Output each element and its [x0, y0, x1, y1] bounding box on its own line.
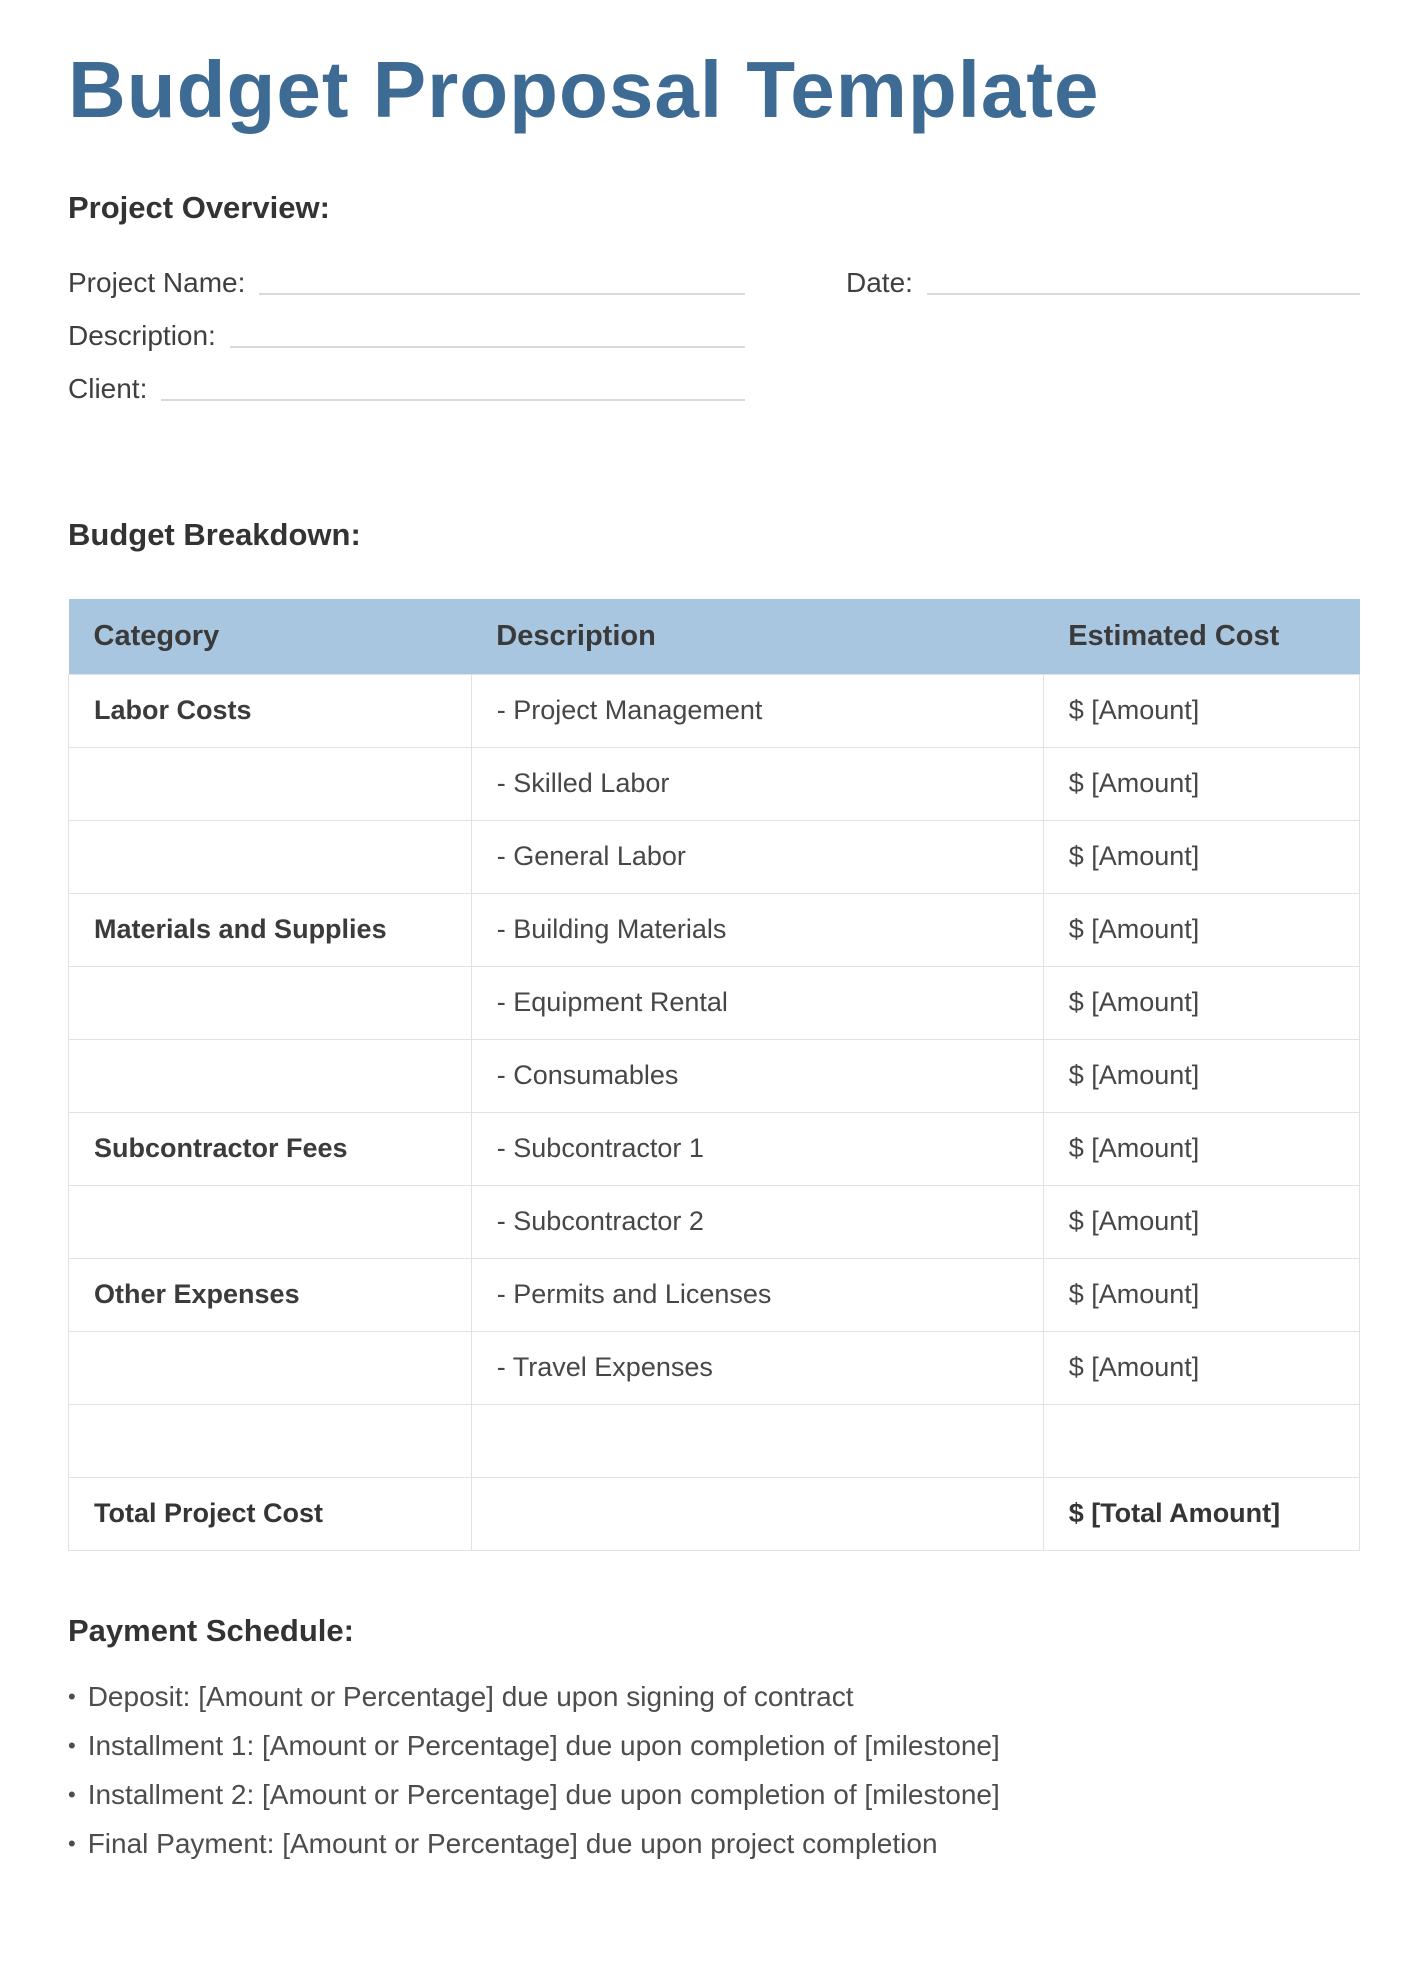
description-cell: - Travel Expenses — [471, 1331, 1043, 1404]
project-name-field-group — [68, 267, 745, 299]
category-cell — [69, 747, 472, 820]
category-cell — [69, 1404, 472, 1477]
estimated-cost-cell[interactable]: $ [Amount] — [1043, 674, 1359, 747]
estimated-cost-cell[interactable]: $ [Amount] — [1043, 1331, 1359, 1404]
description-cell: - Subcontractor 1 — [471, 1112, 1043, 1185]
category-cell — [69, 1185, 472, 1258]
payment-item-text: Deposit: [Amount or Percentage] due upon signing of contract — [87, 1681, 854, 1712]
description-cell: - Building Materials — [471, 893, 1043, 966]
description-cell — [471, 1404, 1043, 1477]
description-cell: - General Labor — [471, 820, 1043, 893]
estimated-cost-cell[interactable]: $ [Amount] — [1043, 820, 1359, 893]
estimated-cost-cell[interactable]: $ [Amount] — [1043, 1112, 1359, 1185]
bullet-icon: • — [68, 1831, 76, 1856]
category-cell: Labor Costs — [69, 674, 472, 747]
table-row — [69, 674, 1360, 747]
total-label-cell: Total Project Cost — [69, 1477, 472, 1550]
payment-schedule-item — [68, 1722, 1360, 1771]
document-title: Budget Proposal Template — [68, 45, 1100, 134]
table-row — [69, 1185, 1360, 1258]
client-field-group — [68, 373, 745, 405]
project-name-label: Project Name: — [68, 266, 246, 298]
project-name-input-line[interactable] — [259, 293, 745, 295]
client-row — [68, 352, 1360, 405]
payment-schedule-heading: Payment Schedule: — [68, 1612, 354, 1648]
payment-schedule-list — [68, 1673, 1360, 1869]
total-description-cell — [471, 1477, 1043, 1550]
bullet-icon: • — [68, 1782, 76, 1807]
estimated-cost-cell[interactable]: $ [Amount] — [1043, 966, 1359, 1039]
bullet-icon: • — [68, 1733, 76, 1758]
description-label: Description: — [68, 319, 216, 351]
description-input-line[interactable] — [230, 346, 745, 348]
category-cell — [69, 966, 472, 1039]
payment-schedule-item — [68, 1673, 1360, 1722]
description-row — [68, 299, 1360, 352]
description-cell: - Skilled Labor — [471, 747, 1043, 820]
estimated-cost-cell[interactable]: $ [Amount] — [1043, 1258, 1359, 1331]
category-cell: Subcontractor Fees — [69, 1112, 472, 1185]
category-cell — [69, 1331, 472, 1404]
category-cell — [69, 1039, 472, 1112]
description-cell: - Equipment Rental — [471, 966, 1043, 1039]
table-row — [69, 1331, 1360, 1404]
date-label: Date: — [846, 266, 913, 298]
date-field-group — [846, 267, 1360, 299]
table-row — [69, 747, 1360, 820]
payment-schedule-item — [68, 1771, 1360, 1820]
table-row — [69, 893, 1360, 966]
category-cell — [69, 820, 472, 893]
table-row — [69, 1404, 1360, 1477]
table-row — [69, 820, 1360, 893]
column-header-description: Description — [471, 599, 1043, 674]
estimated-cost-cell[interactable]: $ [Amount] — [1043, 747, 1359, 820]
budget-breakdown-heading: Budget Breakdown: — [68, 517, 361, 552]
table-header-row — [69, 599, 1360, 674]
payment-item-text: Final Payment: [Amount or Percentage] due upon project completion — [87, 1828, 938, 1859]
estimated-cost-cell[interactable]: $ [Amount] — [1043, 1039, 1359, 1112]
table-row — [69, 1258, 1360, 1331]
table-row — [69, 1039, 1360, 1112]
estimated-cost-cell — [1043, 1404, 1359, 1477]
description-cell: - Permits and Licenses — [471, 1258, 1043, 1331]
client-input-line[interactable] — [161, 399, 745, 401]
project-overview-heading: Project Overview: — [68, 190, 330, 225]
description-cell: - Consumables — [471, 1039, 1043, 1112]
category-cell: Materials and Supplies — [69, 893, 472, 966]
project-name-date-row — [68, 246, 1360, 299]
column-header-estimated-cost: Estimated Cost — [1043, 599, 1359, 674]
date-input-line[interactable] — [927, 293, 1360, 295]
table-row — [69, 966, 1360, 1039]
table-row — [69, 1112, 1360, 1185]
description-field-group — [68, 320, 745, 352]
payment-item-text: Installment 1: [Amount or Percentage] due upon completion of [milestone] — [87, 1730, 1000, 1761]
estimated-cost-cell[interactable]: $ [Amount] — [1043, 893, 1359, 966]
description-cell: - Project Management — [471, 674, 1043, 747]
budget-table — [68, 599, 1360, 1551]
bullet-icon: • — [68, 1684, 76, 1709]
total-amount-cell[interactable]: $ [Total Amount] — [1043, 1477, 1359, 1550]
description-cell: - Subcontractor 2 — [471, 1185, 1043, 1258]
client-label: Client: — [68, 372, 148, 404]
category-cell: Other Expenses — [69, 1258, 472, 1331]
estimated-cost-cell[interactable]: $ [Amount] — [1043, 1185, 1359, 1258]
total-row — [69, 1477, 1360, 1550]
payment-item-text: Installment 2: [Amount or Percentage] due upon completion of [milestone] — [87, 1779, 1000, 1810]
project-overview-fields — [68, 246, 1360, 405]
column-header-category: Category — [69, 599, 472, 674]
payment-schedule-item — [68, 1820, 1360, 1869]
